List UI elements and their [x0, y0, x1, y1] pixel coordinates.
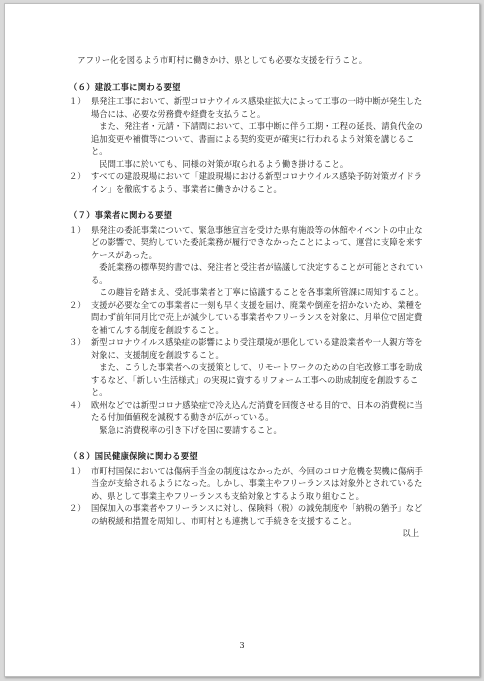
item-text: 新型コロナウイルス感染症の影響により受注環境が悪化している建設業者や一人親方等を対象に、支援制度を創設すること。 — [91, 337, 423, 360]
item-paragraph: また、こうした事業者への支援策として、リモートワークのための自宅改修工事を助成するなど、「新しい生活様式」の実現に資するリフォーム工事への助成制度を創設すること。 — [91, 362, 423, 397]
list-item — [69, 502, 425, 527]
section-heading-7: （７）事業者に関わる要望 — [69, 210, 173, 220]
list-item — [69, 465, 425, 503]
section-heading-8: （８）国民健康保険に関わる要望 — [69, 451, 198, 461]
intro-line: アフリー化を図るよう市町村に働きかけ、県としても必要な支援を行うこと。 — [77, 55, 368, 65]
item-paragraph: 民間工事に於いても、同様の対策が取られるよう働き掛けること。 — [99, 158, 349, 169]
item-text: 県発注工事において、新型コロナウイルス感染症拡大によって工事の一時中断が発生した場合には、必要な労務費や経費を支払うこと。 — [91, 96, 423, 119]
closing-mark: 以上 — [402, 528, 419, 538]
item-paragraph: この趣旨を踏まえ、受託事業者と丁寧に協議することを各事業所管課に周知すること。 — [99, 287, 424, 297]
item-number: ２） — [69, 299, 86, 310]
document-body — [69, 54, 425, 540]
item-number: １） — [69, 465, 86, 476]
list-item — [69, 95, 425, 120]
item-number: ３） — [69, 337, 86, 347]
item-text: 支援が必要な全ての事業者に一刻も早く支援を届け、廃業や倒産を招かないため、業種を問わず前年同月比で売上が減少している事業者やフリーランスを対象に、月単位で固定費を補てんする制度を創設すること。 — [91, 299, 423, 335]
list-item — [69, 299, 425, 337]
list-item — [69, 399, 425, 424]
list-item — [69, 224, 425, 262]
page-number: 3 — [239, 641, 245, 650]
item-paragraph: また、発注者・元請・下請間において、工事中断に伴う工期・工程の延長、請負代金の追加変更や補償等について、書面による契約変更が確実に行われるよう対策を講じること。 — [91, 121, 423, 156]
item-number: ２） — [69, 171, 86, 181]
list-item — [69, 170, 425, 195]
item-text: 国保加入の事業者やフリーランスに対し、保険料（税）の減免制度や「納税の猶予」などの納税緩和措置を周知し、市町村とも連携して手続きを支援すること。 — [91, 503, 423, 526]
list-item — [69, 336, 425, 361]
section-heading-6: （６）建設工事に関わる要望 — [69, 81, 181, 92]
item-text: すべての建設現場において「建設現場における新型コロナウイルス感染予防対策ガイドライン」を徹底するよう、事業者に働きかけること。 — [91, 171, 422, 194]
document-page — [4, 3, 480, 677]
item-text: 欧州などでは新型コロナ感染症で冷え込んだ消費を回復させる目的で、日本の消費税に当たる付加価値税を減税する動きが広がっている。 — [91, 399, 423, 422]
item-number: １） — [69, 96, 86, 106]
item-number: ４） — [69, 399, 86, 410]
item-text: 県発注の委託事業について、緊急事態宣言を受けた県有施設等の休館やイベントの中止などの影響で、契約していた委託業務が履行できなかったことによって、運営に支障を来すケースがあった。 — [91, 224, 423, 260]
item-paragraph: 緊急に消費税率の引き下げを国に要請すること。 — [99, 424, 282, 435]
item-paragraph: 委託業務の標準契約書では、発注者と受注者が協議して決定することが可能とされている。 — [91, 262, 423, 285]
item-text: 市町村国保においては傷病手当金の制度はなかったが、今回のコロナ危機を契機に傷病手当金が支給されるようになった。しかし、事業主やフリーランスは対象外とされているため、県として事業主やフリーランスも支給対象とするよう取り組むこと。 — [91, 465, 423, 501]
item-number: ２） — [69, 503, 86, 513]
item-number: １） — [69, 224, 86, 235]
